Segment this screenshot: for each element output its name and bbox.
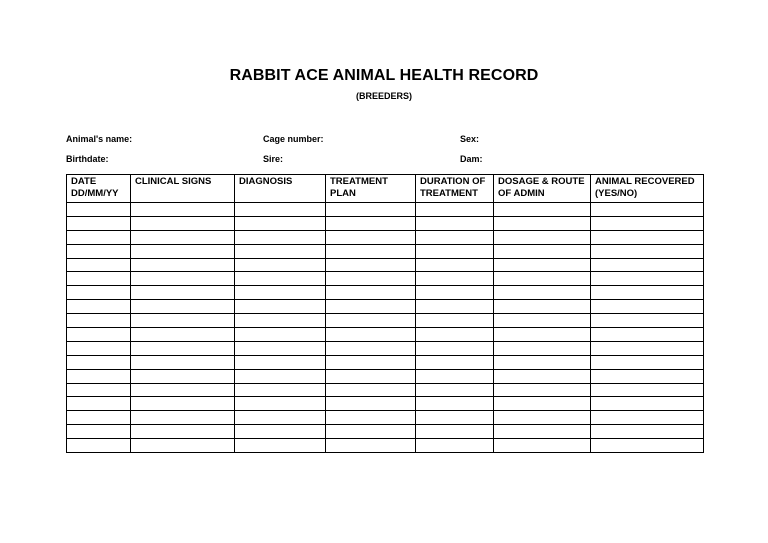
table-cell[interactable]: [131, 230, 235, 244]
table-header-row: [67, 175, 704, 203]
table-cell[interactable]: [235, 203, 326, 217]
table-cell[interactable]: [67, 203, 131, 217]
table-cell[interactable]: [235, 369, 326, 383]
table-cell[interactable]: [416, 230, 494, 244]
table-row: [67, 272, 704, 286]
table-cell[interactable]: [235, 341, 326, 355]
table-cell[interactable]: [131, 383, 235, 397]
animal-name-label: Animal's name:: [66, 134, 133, 144]
table-cell[interactable]: [67, 341, 131, 355]
table-cell[interactable]: [591, 286, 704, 300]
table-cell[interactable]: [591, 230, 704, 244]
table-cell[interactable]: [326, 369, 416, 383]
birthdate-label: Birthdate:: [66, 154, 109, 164]
table-cell[interactable]: [591, 355, 704, 369]
table-cell[interactable]: [326, 411, 416, 425]
table-cell[interactable]: [494, 425, 591, 439]
table-cell[interactable]: [235, 244, 326, 258]
table-cell[interactable]: [591, 425, 704, 439]
table-cell[interactable]: [416, 369, 494, 383]
table-cell[interactable]: [235, 439, 326, 453]
page-subtitle: (BREEDERS): [355, 91, 412, 101]
table-cell[interactable]: [131, 272, 235, 286]
table-cell[interactable]: [494, 328, 591, 342]
table-cell[interactable]: [235, 425, 326, 439]
column-header-treatment-plan: TREATMENT PLAN: [326, 175, 416, 203]
table-cell[interactable]: [494, 411, 591, 425]
table-cell[interactable]: [235, 258, 326, 272]
table-row: [67, 203, 704, 217]
table-cell[interactable]: [235, 216, 326, 230]
table-row: [67, 216, 704, 230]
table-cell[interactable]: [131, 216, 235, 230]
table-cell[interactable]: [494, 300, 591, 314]
table-row: [67, 258, 704, 272]
table-cell[interactable]: [131, 203, 235, 217]
table-cell[interactable]: [326, 203, 416, 217]
table-cell[interactable]: [67, 216, 131, 230]
table-cell[interactable]: [67, 258, 131, 272]
table-cell[interactable]: [131, 355, 235, 369]
table-cell[interactable]: [131, 258, 235, 272]
table-cell[interactable]: [67, 244, 131, 258]
table-cell[interactable]: [67, 230, 131, 244]
table-cell[interactable]: [416, 383, 494, 397]
table-cell[interactable]: [494, 258, 591, 272]
table-cell[interactable]: [591, 216, 704, 230]
table-cell[interactable]: [326, 300, 416, 314]
table-cell[interactable]: [235, 411, 326, 425]
column-header-recovered: ANIMAL RECOVERED (YES/NO): [591, 175, 704, 203]
table-cell[interactable]: [67, 328, 131, 342]
table-cell[interactable]: [326, 272, 416, 286]
table-cell[interactable]: [416, 314, 494, 328]
table-cell[interactable]: [494, 203, 591, 217]
table-cell[interactable]: [131, 286, 235, 300]
table-cell[interactable]: [131, 369, 235, 383]
table-cell[interactable]: [591, 203, 704, 217]
table-cell[interactable]: [67, 314, 131, 328]
column-header-diagnosis: DIAGNOSIS: [235, 175, 326, 203]
sex-label: Sex:: [460, 134, 480, 144]
table-cell[interactable]: [326, 328, 416, 342]
table-row: [67, 286, 704, 300]
table-cell[interactable]: [67, 383, 131, 397]
table-row: [67, 397, 704, 411]
table-cell[interactable]: [326, 230, 416, 244]
table-cell[interactable]: [67, 411, 131, 425]
table-cell[interactable]: [235, 314, 326, 328]
table-cell[interactable]: [591, 300, 704, 314]
table-cell[interactable]: [131, 397, 235, 411]
table-row: [67, 425, 704, 439]
health-record-table: [66, 174, 704, 453]
table-cell[interactable]: [591, 244, 704, 258]
table-cell[interactable]: [131, 314, 235, 328]
table-cell[interactable]: [494, 397, 591, 411]
table-cell[interactable]: [416, 328, 494, 342]
table-cell[interactable]: [416, 425, 494, 439]
table-cell[interactable]: [494, 369, 591, 383]
table-cell[interactable]: [326, 286, 416, 300]
table-cell[interactable]: [67, 272, 131, 286]
table-cell[interactable]: [235, 230, 326, 244]
table-cell[interactable]: [416, 286, 494, 300]
table-cell[interactable]: [67, 300, 131, 314]
table-cell[interactable]: [67, 397, 131, 411]
table-cell[interactable]: [416, 397, 494, 411]
table-cell[interactable]: [67, 369, 131, 383]
table-cell[interactable]: [416, 272, 494, 286]
table-row: [67, 314, 704, 328]
table-cell[interactable]: [67, 286, 131, 300]
table-cell[interactable]: [591, 369, 704, 383]
table-row: [67, 328, 704, 342]
table-cell[interactable]: [494, 439, 591, 453]
table-cell[interactable]: [67, 439, 131, 453]
table-cell[interactable]: [494, 314, 591, 328]
table-cell[interactable]: [235, 300, 326, 314]
table-cell[interactable]: [326, 244, 416, 258]
table-cell[interactable]: [131, 300, 235, 314]
table-cell[interactable]: [326, 383, 416, 397]
table-cell[interactable]: [326, 355, 416, 369]
table-cell[interactable]: [235, 397, 326, 411]
table-cell[interactable]: [326, 258, 416, 272]
table-cell[interactable]: [591, 272, 704, 286]
table-cell[interactable]: [235, 272, 326, 286]
column-header-duration: DURATION OF TREATMENT: [416, 175, 494, 203]
table-cell[interactable]: [494, 355, 591, 369]
table-row: [67, 355, 704, 369]
table-cell[interactable]: [416, 439, 494, 453]
table-cell[interactable]: [67, 425, 131, 439]
page-title: RABBIT ACE ANIMAL HEALTH RECORD: [229, 67, 539, 84]
table-cell[interactable]: [326, 425, 416, 439]
table-cell[interactable]: [235, 383, 326, 397]
table-cell[interactable]: [416, 355, 494, 369]
table-cell[interactable]: [326, 397, 416, 411]
table-cell[interactable]: [67, 355, 131, 369]
table-cell[interactable]: [416, 203, 494, 217]
table-cell[interactable]: [326, 439, 416, 453]
table-cell[interactable]: [131, 244, 235, 258]
table-row: [67, 244, 704, 258]
table-cell[interactable]: [131, 341, 235, 355]
column-header-dosage: DOSAGE & ROUTE OF ADMIN: [494, 175, 591, 203]
table-cell[interactable]: [494, 286, 591, 300]
table-cell[interactable]: [326, 341, 416, 355]
table-row: [67, 439, 704, 453]
column-header-date: DATE DD/MM/YY: [67, 175, 131, 203]
table-cell[interactable]: [591, 411, 704, 425]
table-cell[interactable]: [131, 328, 235, 342]
table-cell[interactable]: [591, 328, 704, 342]
table-cell[interactable]: [235, 286, 326, 300]
cage-number-label: Cage number:: [263, 134, 324, 144]
table-cell[interactable]: [416, 300, 494, 314]
table-cell[interactable]: [416, 244, 494, 258]
table-cell[interactable]: [416, 411, 494, 425]
table-cell[interactable]: [591, 439, 704, 453]
table-row: [67, 369, 704, 383]
table-cell[interactable]: [416, 258, 494, 272]
column-header-clinical-signs: CLINICAL SIGNS: [131, 175, 235, 203]
table-cell[interactable]: [494, 244, 591, 258]
table-cell[interactable]: [416, 341, 494, 355]
table-cell[interactable]: [326, 314, 416, 328]
table-cell[interactable]: [591, 397, 704, 411]
table-cell[interactable]: [591, 314, 704, 328]
table-cell[interactable]: [416, 216, 494, 230]
table-cell[interactable]: [494, 383, 591, 397]
table-cell[interactable]: [326, 216, 416, 230]
table-row: [67, 230, 704, 244]
table-row: [67, 341, 704, 355]
table-cell[interactable]: [494, 230, 591, 244]
table-row: [67, 300, 704, 314]
table-cell[interactable]: [235, 355, 326, 369]
sire-label: Sire:: [263, 154, 284, 164]
table-cell[interactable]: [235, 328, 326, 342]
dam-label: Dam:: [460, 154, 483, 164]
table-cell[interactable]: [591, 258, 704, 272]
table-cell[interactable]: [494, 272, 591, 286]
table-cell[interactable]: [494, 341, 591, 355]
table-cell[interactable]: [494, 216, 591, 230]
table-cell[interactable]: [131, 425, 235, 439]
table-cell[interactable]: [131, 439, 235, 453]
table-cell[interactable]: [131, 411, 235, 425]
table-cell[interactable]: [591, 341, 704, 355]
table-cell[interactable]: [591, 383, 704, 397]
table-row: [67, 383, 704, 397]
table-row: [67, 411, 704, 425]
